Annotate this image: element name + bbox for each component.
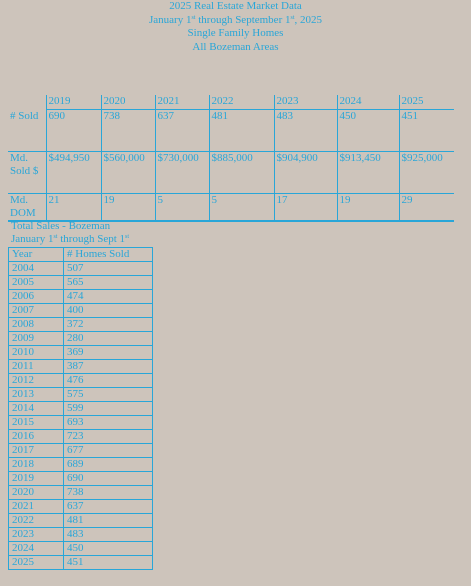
- table-cell: 21: [46, 194, 101, 222]
- table-row: [9, 290, 153, 304]
- year-header-row: [8, 95, 454, 110]
- table-row: [9, 472, 153, 486]
- year-cell: 2008: [9, 318, 64, 332]
- year-cell: 2023: [9, 528, 64, 542]
- year-cell: 2007: [9, 304, 64, 318]
- year-cell: 2006: [9, 290, 64, 304]
- table-cell: $730,000: [155, 152, 209, 194]
- table-cell: 450: [337, 110, 399, 152]
- homes-sold-cell: 637: [64, 500, 153, 514]
- table-cell: 17: [274, 194, 337, 222]
- year-2019: 2019: [46, 95, 101, 110]
- table-cell: $913,450: [337, 152, 399, 194]
- table-cell: 637: [155, 110, 209, 152]
- table-cell: 5: [209, 194, 274, 222]
- table-cell: $494,950: [46, 152, 101, 194]
- table-row: [9, 556, 153, 570]
- median-price-row: [8, 152, 454, 194]
- table-row: [9, 276, 153, 290]
- table-cell: 451: [399, 110, 454, 152]
- year-2024: 2024: [337, 95, 399, 110]
- table-row: [9, 262, 153, 276]
- year-cell: 2019: [9, 472, 64, 486]
- year-2020: 2020: [101, 95, 155, 110]
- table-row: [9, 304, 153, 318]
- year-2023: 2023: [274, 95, 337, 110]
- table-row: [9, 458, 153, 472]
- totals-header-row: [9, 248, 153, 262]
- year-cell: 2014: [9, 402, 64, 416]
- report-header: [0, 0, 471, 54]
- table-cell: 690: [46, 110, 101, 152]
- year-cell: 2022: [9, 514, 64, 528]
- year-cell: 2005: [9, 276, 64, 290]
- total-sales-table: [8, 247, 153, 570]
- homes-sold-cell: 693: [64, 416, 153, 430]
- homes-sold-cell: 451: [64, 556, 153, 570]
- row-label: Md. Sold $: [8, 152, 46, 194]
- table-row: [9, 528, 153, 542]
- year-cell: 2020: [9, 486, 64, 500]
- year-cell: 2012: [9, 374, 64, 388]
- homes-sold-cell: 481: [64, 514, 153, 528]
- homes-sold-cell: 450: [64, 542, 153, 556]
- homes-sold-cell: 476: [64, 374, 153, 388]
- year-cell: 2021: [9, 500, 64, 514]
- year-cell: 2011: [9, 360, 64, 374]
- table-cell: 5: [155, 194, 209, 222]
- median-dom-row: [8, 194, 454, 222]
- table-row: [9, 486, 153, 500]
- homes-sold-cell: 689: [64, 458, 153, 472]
- table-cell: $904,900: [274, 152, 337, 194]
- year-2022: 2022: [209, 95, 274, 110]
- homes-sold-cell: 738: [64, 486, 153, 500]
- totals-title: Total Sales - Bozeman: [11, 220, 111, 232]
- homes-sold-column-header: # Homes Sold: [64, 248, 153, 262]
- table-row: [9, 332, 153, 346]
- table-row: [9, 388, 153, 402]
- table-cell: 29: [399, 194, 454, 222]
- homes-sold-cell: 400: [64, 304, 153, 318]
- table-cell: 483: [274, 110, 337, 152]
- table-cell: 738: [101, 110, 155, 152]
- homes-sold-cell: 474: [64, 290, 153, 304]
- table-cell: 19: [101, 194, 155, 222]
- table-row: [9, 402, 153, 416]
- homes-sold-cell: 507: [64, 262, 153, 276]
- year-cell: 2013: [9, 388, 64, 402]
- year-2025: 2025: [399, 95, 454, 110]
- table-row: [9, 514, 153, 528]
- homes-sold-cell: 387: [64, 360, 153, 374]
- year-cell: 2024: [9, 542, 64, 556]
- report-title: 2025 Real Estate Market Data: [169, 0, 302, 12]
- table-cell: 19: [337, 194, 399, 222]
- market-data-table: [8, 95, 454, 222]
- homes-sold-cell: 599: [64, 402, 153, 416]
- area-label: All Bozeman Areas: [192, 40, 279, 53]
- totals-heading: [11, 220, 129, 246]
- homes-sold-cell: 483: [64, 528, 153, 542]
- table-row: [9, 374, 153, 388]
- table-cell: $560,000: [101, 152, 155, 194]
- year-cell: 2017: [9, 444, 64, 458]
- table-cell: 481: [209, 110, 274, 152]
- table-row: [9, 318, 153, 332]
- year-2021: 2021: [155, 95, 209, 110]
- row-label: # Sold: [8, 110, 46, 152]
- year-cell: 2025: [9, 556, 64, 570]
- property-type: Single Family Homes: [187, 27, 284, 39]
- corner-cell: [8, 95, 46, 110]
- table-cell: $925,000: [399, 152, 454, 194]
- year-cell: 2018: [9, 458, 64, 472]
- table-row: [9, 444, 153, 458]
- year-cell: 2004: [9, 262, 64, 276]
- date-range: January 1st through September 1st, 2025: [148, 13, 322, 26]
- table-cell: $885,000: [209, 152, 274, 194]
- table-row: [9, 346, 153, 360]
- table-row: [9, 360, 153, 374]
- year-cell: 2015: [9, 416, 64, 430]
- table-row: [9, 430, 153, 444]
- homes-sold-cell: 280: [64, 332, 153, 346]
- homes-sold-cell: 723: [64, 430, 153, 444]
- homes-sold-cell: 565: [64, 276, 153, 290]
- sold-count-row: [8, 110, 454, 152]
- homes-sold-cell: 372: [64, 318, 153, 332]
- year-cell: 2016: [9, 430, 64, 444]
- homes-sold-cell: 369: [64, 346, 153, 360]
- table-row: [9, 500, 153, 514]
- table-row: [9, 542, 153, 556]
- year-column-header: Year: [9, 248, 64, 262]
- homes-sold-cell: 575: [64, 388, 153, 402]
- row-label: Md. DOM: [8, 194, 46, 222]
- homes-sold-cell: 690: [64, 472, 153, 486]
- homes-sold-cell: 677: [64, 444, 153, 458]
- totals-subtitle: January 1st through Sept 1st: [11, 233, 130, 245]
- year-cell: 2010: [9, 346, 64, 360]
- year-cell: 2009: [9, 332, 64, 346]
- table-row: [9, 416, 153, 430]
